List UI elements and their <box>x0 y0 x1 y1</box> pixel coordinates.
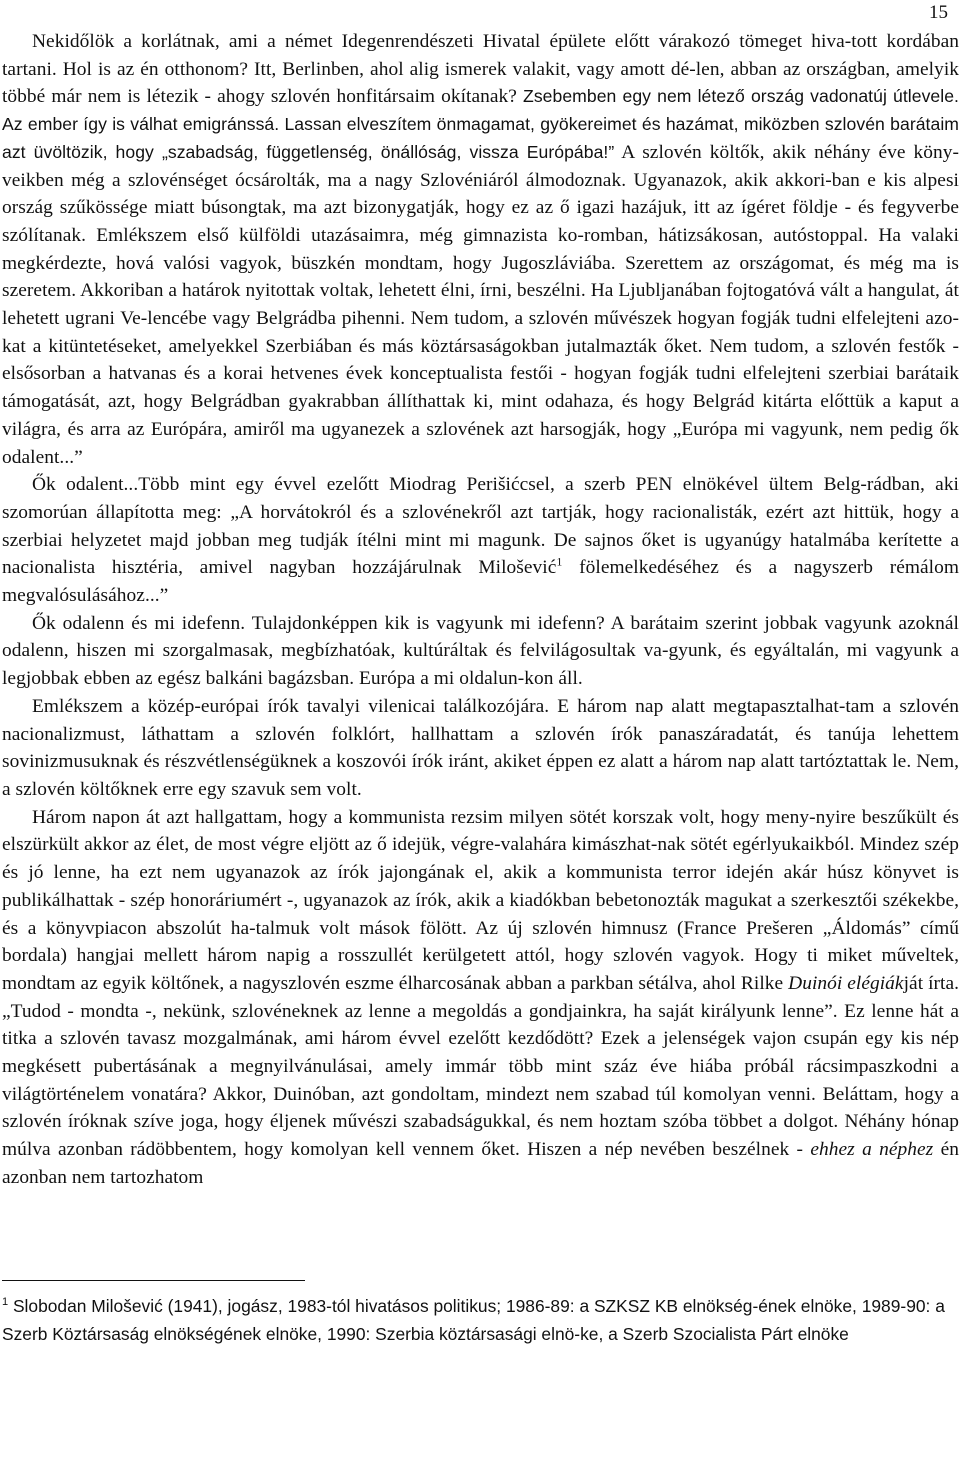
page-number: 15 <box>929 2 948 23</box>
paragraph-2-text: Ők odalent...Több mint egy évvel ezelőtt Miodrag Perišićcsel, a szerb PEN elnökével ültem Belg-rádban, aki szomorúan állapította meg: „A horvátokról és a szlovénekről azt tartják, hogy racionalisták, ezért azt hittük, hogy a szerbiai helyzetet majd jobban meg tudják ítélni mint mi magunk. De sajnos őket is ugyanúgy hatalmába kerítette a nacionalista hisztéria, amivel nagyban hozzájárulnak Milošević <box>2 474 959 579</box>
footnote-divider <box>2 1280 305 1281</box>
paragraph-1-part-2: Zsebemben egy nem létező ország vadonatúj útlevele. Az ember így is válhat emigránssá. Lassan elveszítem önmagamat, gyökereimet és hazámat, miközben szlovén barátaim azt üvöltözik, hogy „szabadság, függetlenség, önállóság, vissza Európába!” <box>2 86 959 162</box>
italic-title-duinoi-elegiak: Duinói elégiák <box>788 972 904 994</box>
paragraph-2-tail: fölemelkedéséhez és a nagyszerb rémálom megvalósulásához...” <box>2 557 959 607</box>
footnote-text: Slobodan Milošević (1941), jogász, 1983-tól hivatásos politikus; 1986-89: a SZKSZ KB elnökség-ének elnöke, 1989-90: a Szerb Köztársaság elnökségének elnöke, 1990: Szerbia köztársasági elnö-ke, a Szerb Szocialista Párt elnöke <box>2 1296 945 1344</box>
paragraph-5-part-3: én azonban nem tartozhatom <box>2 1139 959 1188</box>
footnote-marker: 1 <box>2 1296 9 1309</box>
footnote <box>2 1293 959 1348</box>
paragraph-1-part-1: Nekidőlök a korlátnak, ami a német Idegenrendészeti Hivatal épülete előtt várakozó tömeget hiva-tott kordában tartani. Hol is az én otthonom? Itt, Berlinben, ahol alig ismerek valakit, vagy amott dé-len, abban az országban, amelyik többé már nem is létezik - ahogy szlovén honfitársaim okítanak? <box>2 31 959 108</box>
paragraph-5 <box>2 804 959 1192</box>
body-text <box>2 28 959 1192</box>
italic-phrase: ehhez a néphez <box>810 1139 934 1161</box>
paragraph-1 <box>2 28 959 471</box>
footnote-reference: 1 <box>556 554 563 569</box>
paragraph-5-part-1: Három napon át azt hallgattam, hogy a kommunista rezsim milyen sötét korszak volt, hogy meny-nyire beszűkült és elszürkült akkor az élet, de most végre eljött az ő idejük, végre-valahára kimászhat-nak sötét egérlyukaikból. Mindez szép és jó lenne, ha ezt nem ugyanazok az írók jajongának el, akik a kommunista terror idején akár húsz könyvet is publikálhattak - szép honoráriumért -, ugyanazok az írók, akik a kiadókban bebetonozták magukat a szerkesztői székekbe, és a könyvpiacon abszolút ha-talmuk volt mások fölött. Az új szlovén himnusz (France Prešeren „Áldomás” című bordala) hangjai mellett három napig a rosszullét kerülgetett attól, hogy szlovén vagyok. Hogy ti miket műveltek, mondtam az egyik költőnek, a nagyszlovén eszme élharcosának abban a parkban sétálva, ahol Rilke <box>2 806 959 994</box>
paragraph-2 <box>2 471 959 610</box>
paragraph-5-part-2: ját írta. „Tudod - mondta -, nekünk, szlovéneknek az lenne a megoldás a gondjainkra, ha saját királyunk lenne”. Ez lenne hát a titka a szlovén tavasz mozgalmának, ami három évvel ezelőtt kezdődött? Ezek a jelenségek vajon csupán egy kis nép megkésett pubertásának a megnyilvánulásai, amely immár több mint száz éve hiába próbál rácsimpaszkodni a világtörténelem vonatára? Akkor, Duinóban, azt gondoltam, mindezt nem szabad túl komolyan venni. Beláttam, hogy a szlovén íróknak szíve joga, hogy éljenek művészi szabadságukkal, és nem hoztam szóba többet a dolgot. Néhány hónap múlva azonban rádöbbentem, hogy komolyan kell vennem őket. Hiszen a nép nevében beszélnek - <box>2 972 960 1161</box>
paragraph-1-part-3: A szlovén költők, akik néhány éve köny-veikben még a szlovénséget ócsárolták, ma a nagy Szlovéniáról álmodoznak. Ugyanazok, akik akkori-ban e kis alpesi ország szűkössége miatt búsongtak, ma azt bizonygatják, hogy ez az ő igazi hazájuk, itt az ígéret földje - és fegyverbe szólítanak. Emlékszem első külföldi utazásaimra, még gimnazista ko-romban, hátizsákosan, autóstoppal. Ha valaki megkérdezte, hová valósi vagyok, büszkén mondtam, hogy Jugoszláviába. Szerettem az országomat, és még ma is szeretem. Akkoriban a határok nyitottak voltak, lehetett élni, írni, beszélni. Ha Ljubljanában fojtogatóvá vált a hangulat, át lehetett ugrani Ve-lencébe vagy Belgrádba pihenni. Nem tudom, a szlovén művészek hogyan fogják tudni elfelejteni azo-kat a kitüntetéseket, amelyekkel Szerbiában és más köztársaságokban jutalmazták őket. Nem tudom, a szlovén festők - elsősorban a hatvanas és a korai hetvenes évek konceptualista festői - hogyan fogják tudni elfelejteni szerbiai barátaik támogatását, azt, hogy Belgrádban gyakrabban állíthattak ki, mint odahaza, és hogy Belgrád kitárta előttük a kaput a világra, és arra az Európára, amiről ma ugyanezek a szlovének azt harsogják, hogy „Európa mi vagyunk, nem pedig ők odalent...” <box>2 141 959 468</box>
paragraph-3: Ők odalenn és mi idefenn. Tulajdonképpen kik is vagyunk mi idefenn? A barátaim szerint jobbak vagyunk azoknál odalenn, hiszen mi szorgalmasak, megbízhatóak, kultúráltak és felvilágosultak va-gyunk, és egyáltalán, mi vagyunk a legjobbak ebben az egész balkáni bagázsban. Európa a mi oldalun-kon áll. <box>2 612 959 690</box>
paragraph-4: Emlékszem a közép-európai írók tavalyi vilenicai találkozójára. E három nap alatt megtapasztalhat-tam a szlovén nacionalizmust, láthattam a szlovén folklórt, hallhattam a szlovén írók panaszáradatát, és tanúja lehettem sovinizmusuknak és részvétlenségüknek a koszovói írók iránt, akiket éppen ez alatt a három nap alatt tartóztattak le. Nem, a szlovén költőknek erre egy szavuk sem volt. <box>2 695 959 800</box>
